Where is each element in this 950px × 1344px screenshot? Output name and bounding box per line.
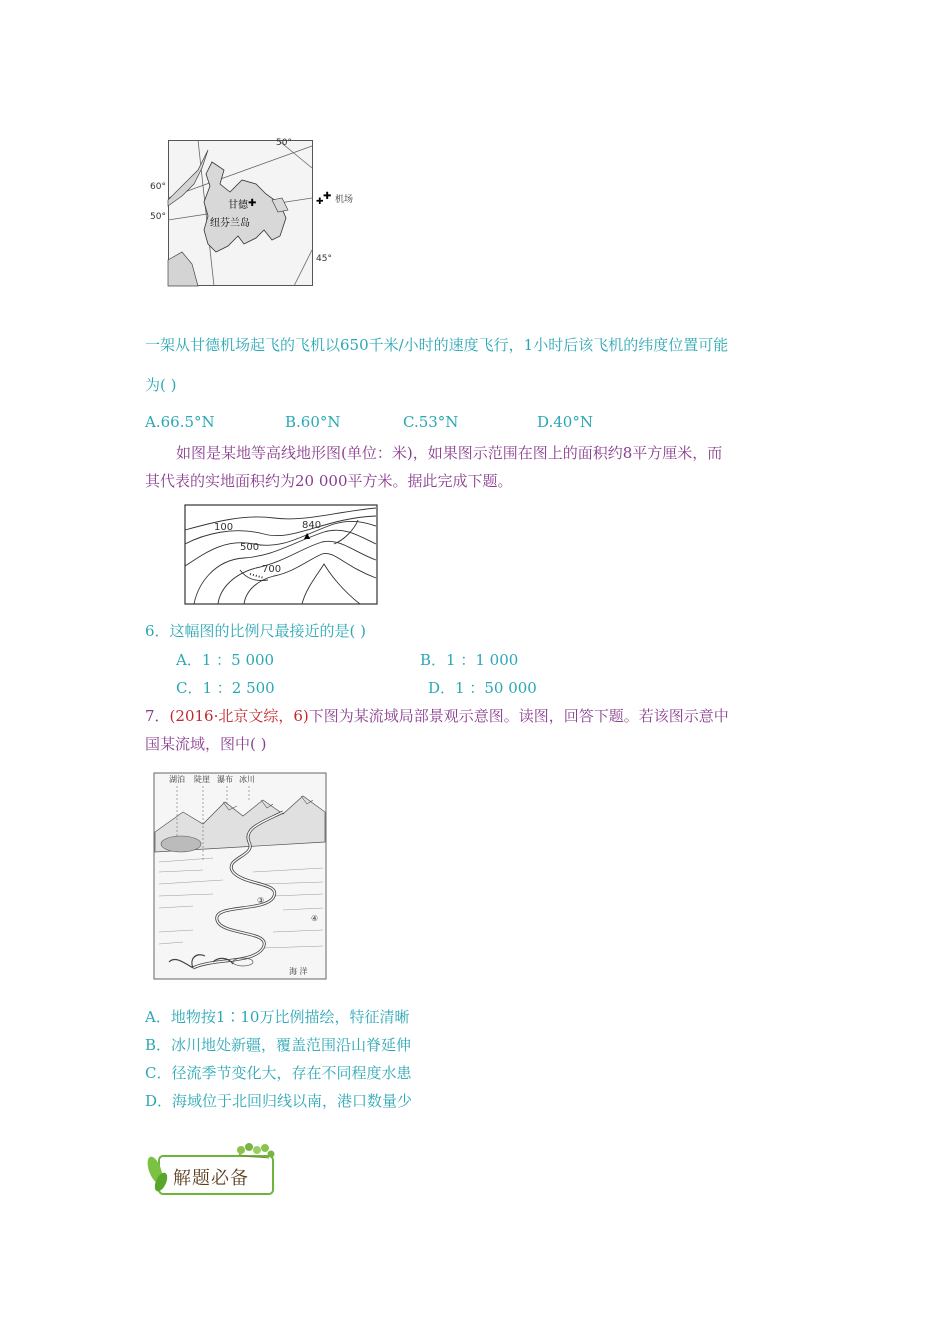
waterfall-label: 瀑布 bbox=[217, 775, 233, 784]
airport-legend-icon: ✚ bbox=[323, 191, 332, 202]
lat-60-label: 60° bbox=[150, 182, 166, 192]
q7-line2: 国某流域，图中( ) bbox=[145, 735, 267, 753]
svg-text:▲: ▲ bbox=[304, 531, 311, 540]
q6-option-b: B．1 ：1 000 bbox=[420, 651, 519, 669]
contour-map bbox=[184, 504, 380, 606]
airport-legend-label: 机场 bbox=[335, 195, 354, 205]
contour-intro-line1: 如图是某地等高线地形图(单位：米)，如果图示范围在图上的面积约8平方厘米，而 bbox=[176, 444, 723, 462]
plane-option-d: D.40°N bbox=[537, 413, 593, 431]
q6-option-d: D．1 ：50 000 bbox=[428, 679, 537, 697]
q7-option-b: B．冰川地处新疆，覆盖范围沿山脊延伸 bbox=[145, 1036, 412, 1054]
contour-map-svg bbox=[184, 504, 380, 606]
lat-50-top-label: 50° bbox=[276, 138, 292, 148]
gander-label: 甘德 bbox=[228, 200, 248, 211]
lat-50-left-label: 50° bbox=[150, 212, 166, 222]
q7-option-a: A．地物按1∶10万比例描绘，特征清晰 bbox=[145, 1008, 410, 1026]
lake-label: 湖泊 bbox=[169, 775, 185, 784]
plane-option-b: B.60°N bbox=[285, 413, 341, 431]
svg-text:✚: ✚ bbox=[248, 198, 257, 209]
section-banner bbox=[145, 1142, 277, 1200]
q6-stem: 6．这幅图的比例尺最接近的是( ) bbox=[145, 622, 367, 640]
river-basin-figure bbox=[153, 772, 329, 982]
plane-option-c: C.53°N bbox=[403, 413, 459, 431]
q7-line1-text: 下图为某流域局部景观示意图。读图，回答下题。若该图示意中 bbox=[308, 707, 729, 725]
cliff-label: 陡崖 bbox=[194, 775, 210, 784]
q7-option-d: D．海域位于北回归线以南，港口数量少 bbox=[145, 1092, 413, 1110]
banner-label: 解题必备 bbox=[173, 1168, 249, 1189]
newfoundland-map bbox=[150, 138, 332, 286]
ocean-label: 海 洋 bbox=[289, 967, 308, 976]
contour-840-label: 840 bbox=[302, 520, 322, 531]
contour-500-label: 500 bbox=[240, 542, 260, 553]
q7-option-c: C．径流季节变化大，存在不同程度水患 bbox=[145, 1064, 412, 1082]
river-basin-svg bbox=[153, 772, 329, 982]
plane-question-line2: 为( ) bbox=[145, 376, 177, 394]
contour-700-label: 700 bbox=[262, 564, 282, 575]
q7-source: (2016·北京文综，6) bbox=[169, 707, 309, 725]
svg-text:✚: ✚ bbox=[316, 197, 324, 207]
contour-intro-line2: 其代表的实地面积约为20 000平方米。据此完成下题。 bbox=[145, 472, 513, 490]
q6-option-a: A．1 ：5 000 bbox=[176, 651, 275, 669]
q7-line1 bbox=[145, 705, 729, 727]
circle-3-label: ③ bbox=[257, 896, 265, 905]
q6-option-c: C．1 ：2 500 bbox=[176, 679, 275, 697]
newfoundland-label: 纽芬兰岛 bbox=[210, 218, 250, 229]
contour-100-label: 100 bbox=[214, 522, 234, 533]
glacier-label: 冰川 bbox=[239, 775, 255, 784]
plane-option-a: A.66.5°N bbox=[145, 413, 215, 431]
lat-45-label: 45° bbox=[316, 254, 332, 264]
circle-4-label: ④ bbox=[311, 914, 319, 923]
plane-question-line1: 一架从甘德机场起飞的飞机以650千米/小时的速度飞行，1小时后该飞机的纬度位置可能 bbox=[145, 336, 729, 354]
q7-number: 7． bbox=[145, 707, 170, 725]
